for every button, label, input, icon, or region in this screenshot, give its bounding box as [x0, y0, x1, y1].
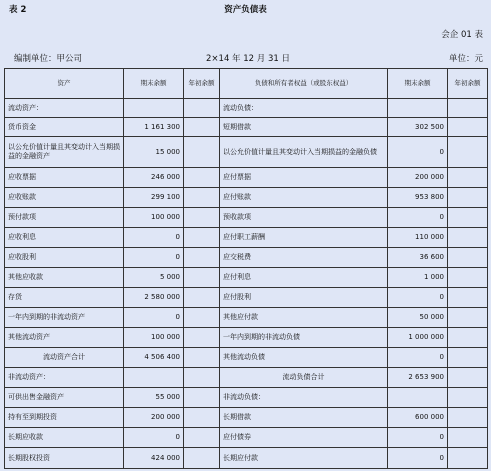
- liability-end-balance-cell: 50 000: [388, 308, 448, 328]
- liability-begin-balance-cell: [448, 288, 488, 308]
- asset-name-cell: 应收利息: [5, 228, 124, 248]
- asset-begin-balance-cell: [184, 208, 220, 228]
- liability-begin-balance-cell: [448, 188, 488, 208]
- liability-name-cell: 应付账款: [220, 188, 388, 208]
- asset-begin-balance-cell: [184, 268, 220, 288]
- col-header-asset-end: 期末余额: [124, 69, 184, 99]
- asset-begin-balance-cell: [184, 228, 220, 248]
- asset-begin-balance-cell: [184, 348, 220, 368]
- liability-end-balance-cell: 0: [388, 448, 448, 469]
- asset-name-cell: 非流动资产：: [5, 368, 124, 388]
- liability-begin-balance-cell: [448, 408, 488, 428]
- balance-sheet-table: [4, 68, 488, 469]
- table-row: [5, 348, 488, 368]
- liability-begin-balance-cell: [448, 99, 488, 118]
- liability-name-cell: 非流动负债：: [220, 388, 388, 408]
- asset-begin-balance-cell: [184, 288, 220, 308]
- liability-end-balance-cell: 1 000: [388, 268, 448, 288]
- table-row: [5, 428, 488, 448]
- liability-begin-balance-cell: [448, 168, 488, 188]
- liability-begin-balance-cell: [448, 428, 488, 448]
- liability-name-cell: 应付股利: [220, 288, 388, 308]
- asset-name-cell: 货币资金: [5, 118, 124, 137]
- asset-name-cell: 长期股权投资: [5, 448, 124, 469]
- asset-begin-balance-cell: [184, 428, 220, 448]
- asset-begin-balance-cell: [184, 248, 220, 268]
- liability-begin-balance-cell: [448, 228, 488, 248]
- asset-begin-balance-cell: [184, 448, 220, 469]
- asset-begin-balance-cell: [184, 99, 220, 118]
- asset-name-cell: 以公允价值计量且其变动计入当期损益的金融资产: [5, 137, 124, 168]
- asset-end-balance-cell: 424 000: [124, 448, 184, 469]
- asset-end-balance-cell: 100 000: [124, 208, 184, 228]
- col-header-liability: 负债和所有者权益（或股东权益）: [220, 69, 388, 99]
- table-row: [5, 248, 488, 268]
- table-row: [5, 408, 488, 428]
- asset-name-cell: 流动资产：: [5, 99, 124, 118]
- liability-name-cell: 一年内到期的非流动负债: [220, 328, 388, 348]
- asset-end-balance-cell: 1 161 300: [124, 118, 184, 137]
- asset-name-cell: 可供出售金融资产: [5, 388, 124, 408]
- asset-end-balance-cell: 299 100: [124, 188, 184, 208]
- liability-name-cell: 应付利息: [220, 268, 388, 288]
- table-row: [5, 118, 488, 137]
- liability-name-cell: 其他流动负债: [220, 348, 388, 368]
- report-date: 2×14 年 12 月 31 日: [206, 54, 290, 64]
- liability-begin-balance-cell: [448, 308, 488, 328]
- liability-name-cell: 流动负债：: [220, 99, 388, 118]
- table-row: [5, 288, 488, 308]
- asset-end-balance-cell: 5 000: [124, 268, 184, 288]
- liability-end-balance-cell: 1 000 000: [388, 328, 448, 348]
- liability-end-balance-cell: [388, 99, 448, 118]
- asset-name-cell: 一年内到期的非流动资产: [5, 308, 124, 328]
- asset-begin-balance-cell: [184, 188, 220, 208]
- table-row: [5, 99, 488, 118]
- asset-name-cell: 预付款项: [5, 208, 124, 228]
- table-number: 表 2: [9, 5, 27, 15]
- liability-name-cell: 应付职工薪酬: [220, 228, 388, 248]
- asset-end-balance-cell: 4 506 400: [124, 348, 184, 368]
- liability-name-cell: 应付票据: [220, 168, 388, 188]
- table-header-row: [5, 69, 488, 99]
- table-row: [5, 328, 488, 348]
- liability-begin-balance-cell: [448, 248, 488, 268]
- table-row: [5, 168, 488, 188]
- asset-end-balance-cell: 0: [124, 308, 184, 328]
- liability-name-cell: 应付债券: [220, 428, 388, 448]
- liability-name-cell: 其他应付款: [220, 308, 388, 328]
- asset-end-balance-cell: 246 000: [124, 168, 184, 188]
- liability-name-cell: 以公允价值计量且其变动计入当期损益的金融负债: [220, 137, 388, 168]
- liability-name-cell: 短期借款: [220, 118, 388, 137]
- asset-name-cell: 应收票据: [5, 168, 124, 188]
- col-header-liab-end: 期末余额: [388, 69, 448, 99]
- col-header-asset: 资产: [5, 69, 124, 99]
- asset-end-balance-cell: 2 580 000: [124, 288, 184, 308]
- liability-begin-balance-cell: [448, 137, 488, 168]
- asset-begin-balance-cell: [184, 328, 220, 348]
- table-row: [5, 308, 488, 328]
- liability-begin-balance-cell: [448, 328, 488, 348]
- asset-begin-balance-cell: [184, 368, 220, 388]
- asset-name-cell: 长期应收款: [5, 428, 124, 448]
- asset-end-balance-cell: [124, 368, 184, 388]
- asset-begin-balance-cell: [184, 168, 220, 188]
- liability-begin-balance-cell: [448, 448, 488, 469]
- liability-name-cell: 长期应付款: [220, 448, 388, 469]
- asset-begin-balance-cell: [184, 388, 220, 408]
- liability-name-cell: 长期借款: [220, 408, 388, 428]
- asset-end-balance-cell: 55 000: [124, 388, 184, 408]
- liability-end-balance-cell: 36 600: [388, 248, 448, 268]
- liability-begin-balance-cell: [448, 368, 488, 388]
- liability-end-balance-cell: [388, 388, 448, 408]
- liability-end-balance-cell: 0: [388, 137, 448, 168]
- table-row: [5, 268, 488, 288]
- col-header-asset-begin: 年初余额: [184, 69, 220, 99]
- liability-end-balance-cell: 2 653 900: [388, 368, 448, 388]
- asset-name-cell: 存货: [5, 288, 124, 308]
- asset-begin-balance-cell: [184, 308, 220, 328]
- asset-end-balance-cell: 0: [124, 428, 184, 448]
- liability-end-balance-cell: 600 000: [388, 408, 448, 428]
- reporting-entity: 编制单位：甲公司: [14, 54, 83, 64]
- table-row: [5, 208, 488, 228]
- asset-end-balance-cell: [124, 99, 184, 118]
- asset-name-cell: 其他流动资产: [5, 328, 124, 348]
- asset-name-cell: 其他应收款: [5, 268, 124, 288]
- currency-unit: 单位：元: [448, 54, 483, 64]
- liability-name-cell: 应交税费: [220, 248, 388, 268]
- liability-begin-balance-cell: [448, 388, 488, 408]
- liability-begin-balance-cell: [448, 208, 488, 228]
- table-row: [5, 448, 488, 469]
- table-row: [5, 368, 488, 388]
- liability-end-balance-cell: 953 800: [388, 188, 448, 208]
- asset-begin-balance-cell: [184, 137, 220, 168]
- form-number: 会企 01 表: [441, 30, 483, 40]
- table-row: [5, 228, 488, 248]
- table-row: [5, 137, 488, 168]
- asset-begin-balance-cell: [184, 408, 220, 428]
- liability-name-cell: 预收款项: [220, 208, 388, 228]
- liability-end-balance-cell: 0: [388, 288, 448, 308]
- asset-end-balance-cell: 100 000: [124, 328, 184, 348]
- liability-end-balance-cell: 302 500: [388, 118, 448, 137]
- col-header-liab-begin: 年初余额: [448, 69, 488, 99]
- liability-begin-balance-cell: [448, 348, 488, 368]
- liability-begin-balance-cell: [448, 268, 488, 288]
- table-row: [5, 388, 488, 408]
- liability-end-balance-cell: 0: [388, 208, 448, 228]
- liability-end-balance-cell: 110 000: [388, 228, 448, 248]
- asset-end-balance-cell: 200 000: [124, 408, 184, 428]
- liability-end-balance-cell: 0: [388, 428, 448, 448]
- asset-name-cell: 应收股利: [5, 248, 124, 268]
- asset-name-cell: 应收账款: [5, 188, 124, 208]
- document-title: 资产负债表: [224, 5, 267, 15]
- table-row: [5, 188, 488, 208]
- liability-name-cell: 流动负债合计: [220, 368, 388, 388]
- liability-end-balance-cell: 0: [388, 348, 448, 368]
- asset-begin-balance-cell: [184, 118, 220, 137]
- liability-end-balance-cell: 200 000: [388, 168, 448, 188]
- asset-name-cell: 流动资产合计: [5, 348, 124, 368]
- asset-end-balance-cell: 0: [124, 228, 184, 248]
- liability-begin-balance-cell: [448, 118, 488, 137]
- asset-name-cell: 持有至到期投资: [5, 408, 124, 428]
- asset-end-balance-cell: 15 000: [124, 137, 184, 168]
- asset-end-balance-cell: 0: [124, 248, 184, 268]
